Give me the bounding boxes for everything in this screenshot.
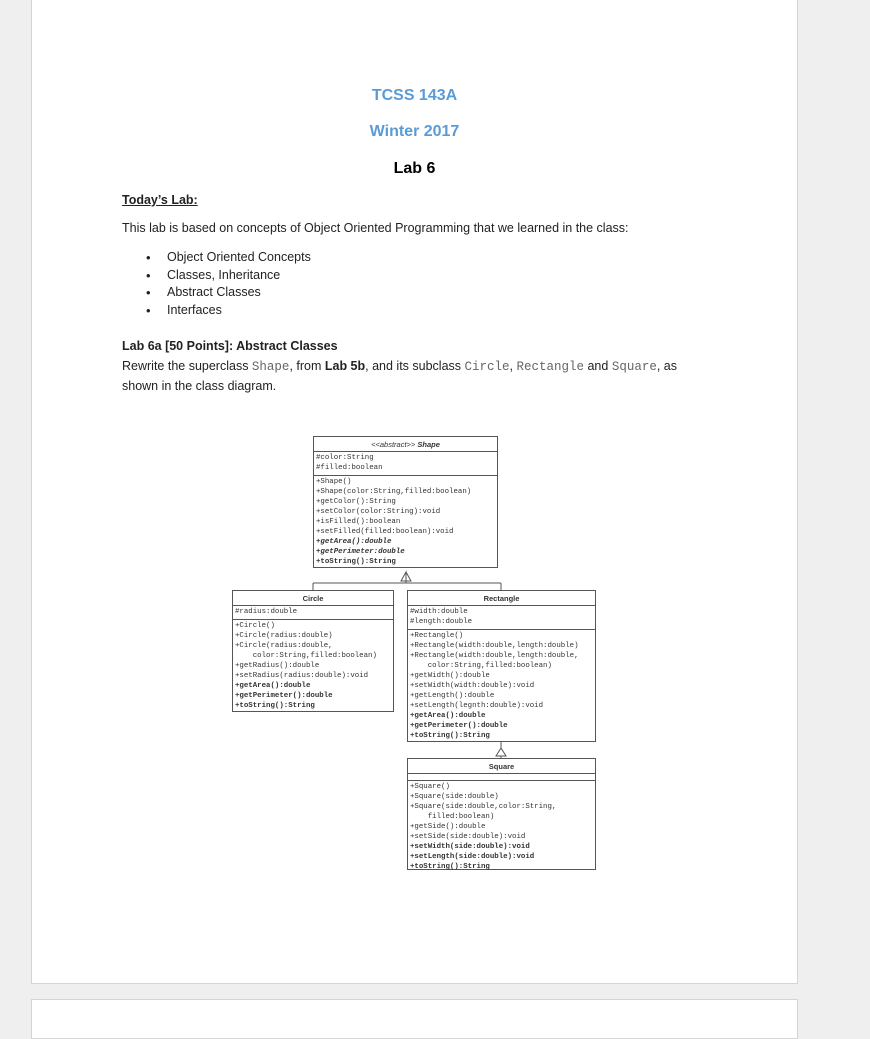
text-run: Rewrite the superclass xyxy=(122,359,252,373)
uml-field: #width:double xyxy=(410,608,468,616)
uml-class-rectangle xyxy=(407,590,596,742)
code-rectangle: Rectangle xyxy=(516,360,584,374)
uml-fields xyxy=(233,606,393,620)
uml-method: +getArea():double xyxy=(235,682,311,690)
uml-class-circle xyxy=(232,590,394,712)
lab-title: Lab 6 xyxy=(393,160,436,177)
text-run: , from xyxy=(289,359,325,373)
uml-method: +Circle() xyxy=(235,622,275,630)
list-item: • Abstract Classes xyxy=(141,284,311,302)
uml-method: +getLength():double xyxy=(410,692,495,700)
uml-method: +toString():String xyxy=(410,863,490,871)
course-title: TCSS 143A xyxy=(371,87,458,104)
list-item: • Object Oriented Concepts xyxy=(141,249,311,267)
intro-text: This lab is based on concepts of Object Oriented Programming that we learned in the class: xyxy=(122,221,629,235)
inheritance-arrow-rectangle xyxy=(496,748,506,756)
uml-methods xyxy=(408,630,595,743)
uml-methods xyxy=(314,476,497,569)
code-square: Square xyxy=(611,360,657,374)
text-run: , as xyxy=(656,359,677,373)
uml-method: +isFilled():boolean xyxy=(316,518,401,526)
uml-field: #filled:boolean xyxy=(316,464,383,472)
list-item: • Interfaces xyxy=(141,302,311,320)
uml-abstract-method: +getPerimeter:double xyxy=(316,548,405,556)
uml-method: +setLength(side:double):void xyxy=(410,853,535,861)
uml-field: #length:double xyxy=(410,618,473,626)
uml-method: +setFilled(filled:boolean):void xyxy=(316,528,454,536)
uml-method: +setLength(legnth:double):void xyxy=(410,702,544,710)
uml-methods xyxy=(233,620,393,713)
list-item: • Classes, Inheritance xyxy=(141,267,311,285)
class-name: Circle xyxy=(233,591,393,606)
text-run: , and its subclass xyxy=(365,359,465,373)
uml-method: +getPerimeter():double xyxy=(235,692,333,700)
lab-ref: Lab 5b xyxy=(324,359,366,373)
uml-fields-empty xyxy=(408,774,595,781)
uml-method: +setSide(side:double):void xyxy=(410,833,526,841)
todays-lab-heading: Today’s Lab: xyxy=(122,193,198,207)
uml-method: +getArea():double xyxy=(410,712,486,720)
uml-method: +getWidth():double xyxy=(410,672,490,680)
uml-method: +toString():String xyxy=(235,702,315,710)
uml-method: +Square(side:double,color:String, xyxy=(410,803,557,811)
uml-method: +getPerimeter():double xyxy=(410,722,508,730)
document-page xyxy=(31,0,798,984)
uml-method: color:String,filled:boolean) xyxy=(235,652,377,660)
uml-method: +toString():String xyxy=(410,732,490,740)
uml-method: filled:boolean) xyxy=(410,813,495,821)
uml-method: +Shape() xyxy=(316,478,352,486)
uml-field: #radius:double xyxy=(235,608,298,616)
uml-method: color:String,filled:boolean) xyxy=(410,662,552,670)
lab6a-description-line2: shown in the class diagram. xyxy=(122,379,277,393)
uml-fields xyxy=(314,452,497,476)
inheritance-arrow-shape xyxy=(401,572,411,581)
uml-field: #color:String xyxy=(316,454,374,462)
uml-method: +Rectangle(width:double,length:double, xyxy=(410,652,579,660)
uml-method: +Rectangle() xyxy=(410,632,464,640)
uml-method: +Circle(radius:double) xyxy=(235,632,333,640)
uml-method: +setColor(color:String):void xyxy=(316,508,441,516)
class-name: Square xyxy=(408,759,595,774)
uml-method: +getRadius():double xyxy=(235,662,320,670)
code-shape: Shape xyxy=(251,360,290,374)
uml-method: +Rectangle(width:double,length:double) xyxy=(410,642,579,650)
uml-class-shape xyxy=(313,436,498,568)
uml-method: +toString():String xyxy=(316,558,396,566)
uml-method: +getSide():double xyxy=(410,823,486,831)
uml-fields xyxy=(408,606,595,630)
uml-abstract-method: +getArea():double xyxy=(316,538,392,546)
uml-method: +setWidth(side:double):void xyxy=(410,843,530,851)
text-run: , xyxy=(509,359,517,373)
uml-method: +Square(side:double) xyxy=(410,793,499,801)
next-page xyxy=(31,999,798,1039)
uml-method: +setWidth(width:double):void xyxy=(410,682,535,690)
uml-method: +Square() xyxy=(410,783,450,791)
uml-class-header xyxy=(314,437,497,452)
uml-method: +getColor():String xyxy=(316,498,396,506)
uml-method: +Shape(color:String,filled:boolean) xyxy=(316,488,472,496)
uml-class-square xyxy=(407,758,596,870)
stereotype: <<abstract>> xyxy=(371,440,416,449)
uml-method: +Circle(radius:double, xyxy=(235,642,333,650)
text-run: and xyxy=(584,359,612,373)
code-circle: Circle xyxy=(464,360,510,374)
class-name: Rectangle xyxy=(408,591,595,606)
class-name: Shape xyxy=(417,440,440,449)
lab6a-heading: Lab 6a [50 Points]: Abstract Classes xyxy=(122,339,338,353)
uml-method: +setRadius(radius:double):void xyxy=(235,672,369,680)
uml-methods xyxy=(408,781,595,874)
term-title: Winter 2017 xyxy=(369,123,460,140)
